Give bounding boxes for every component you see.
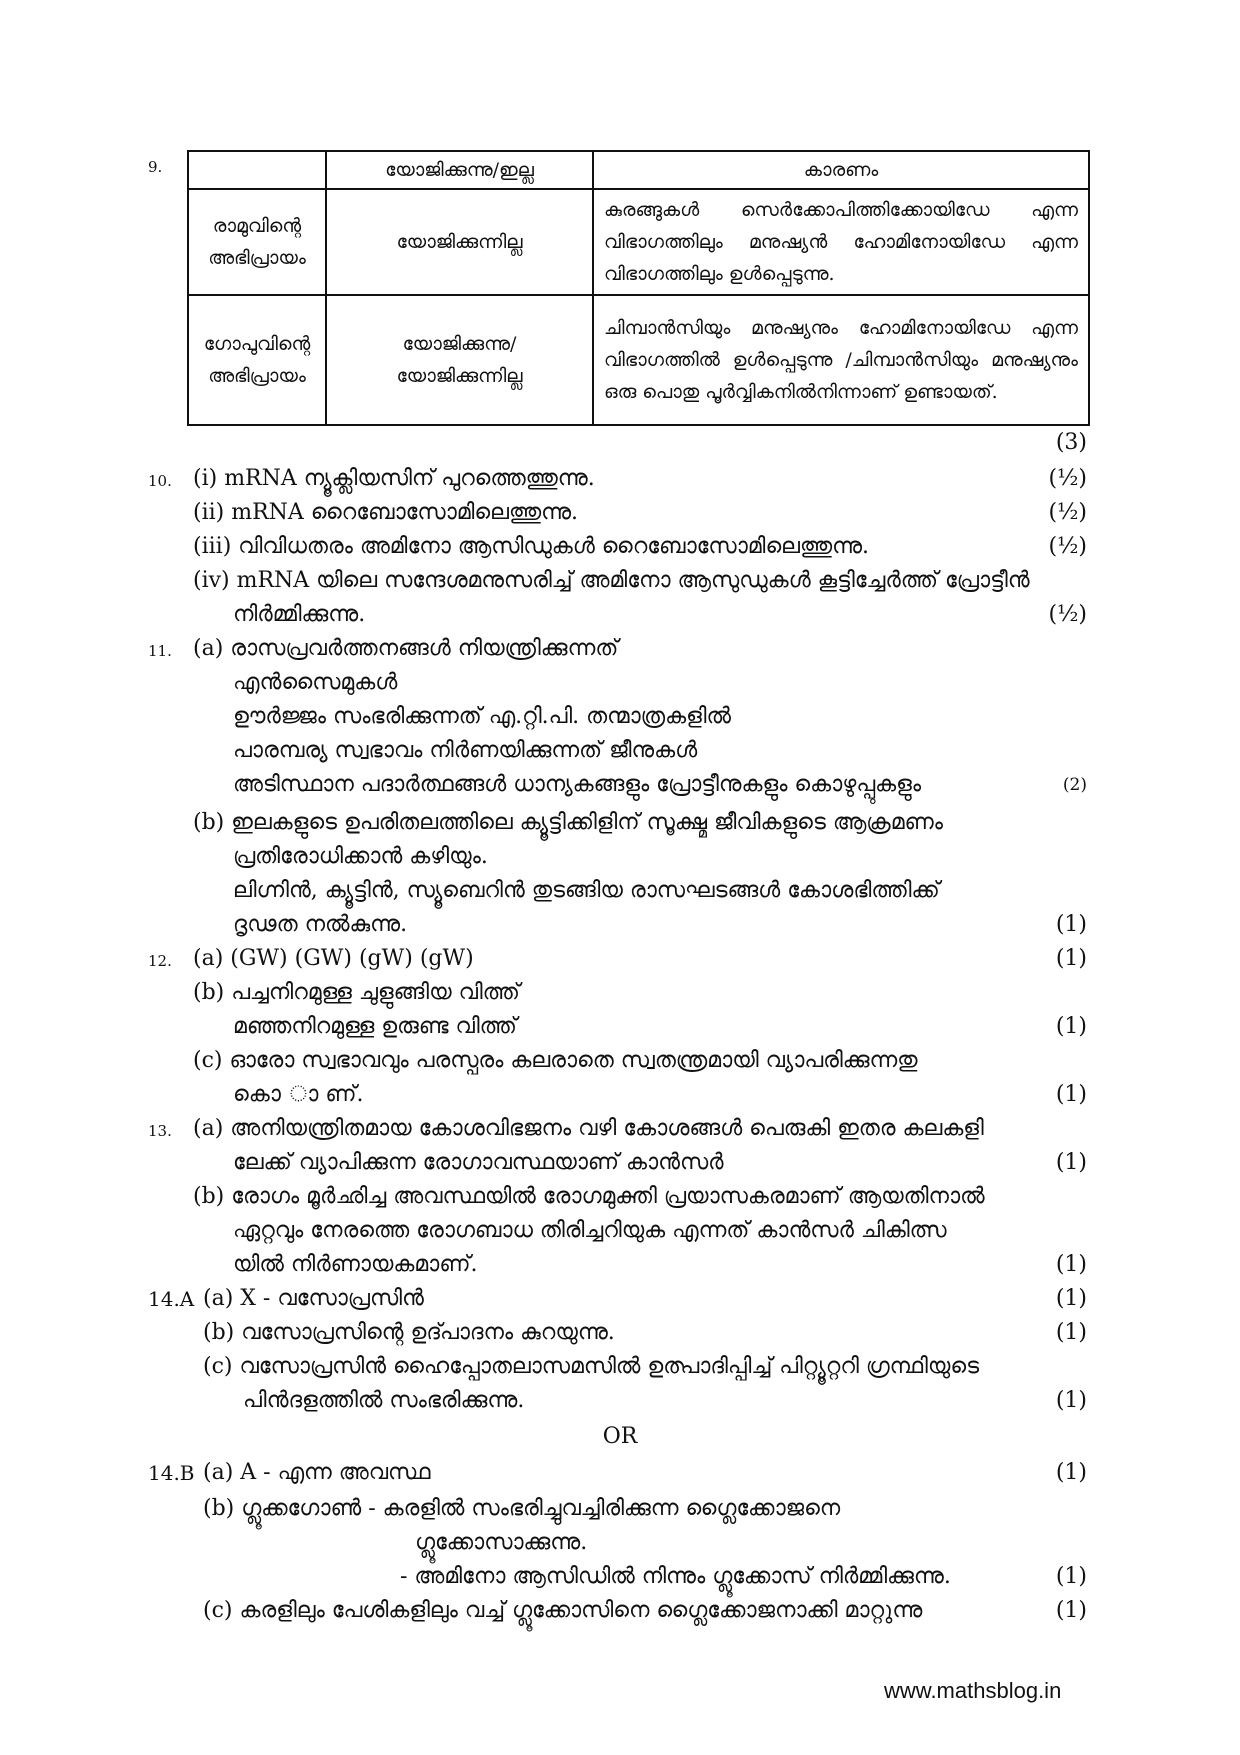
q9-answer-table xyxy=(187,150,1090,426)
q12b-mark: (1) xyxy=(1055,1014,1087,1039)
table-row xyxy=(188,189,1089,295)
q11a-line: എൻസൈമുകൾ xyxy=(233,670,398,695)
q13a-mark: (1) xyxy=(1055,1150,1087,1175)
table-header-row xyxy=(188,151,1089,189)
q13b-line: യിൽ നിർണായകമാണ്. xyxy=(233,1252,478,1277)
q13a-line: ലേക്ക് വ്യാപിക്കുന്ന രോഗാവസ്ഥയാണ് കാൻസർ xyxy=(233,1150,724,1175)
q10-line: (ii) mRNA റൈബോസോമിലെത്തുന്നു. xyxy=(193,500,579,525)
table-header-reason: കാരണം xyxy=(593,151,1089,189)
q14b-b-line: - അമിനോ ആസിഡിൽ നിന്നും ഗ്ലൂക്കോസ് നിർമ്മിക്കുന്നു. xyxy=(400,1564,951,1589)
question-number-14b: 14.B xyxy=(148,1461,195,1485)
question-number-14a: 14.A xyxy=(148,1287,195,1311)
footer-url: www.mathsblog.in xyxy=(884,1678,1062,1703)
question-number-13: 13. xyxy=(148,1122,172,1140)
question-number-10: 10. xyxy=(148,472,172,490)
row-label: രാമുവിന്റെ അഭിപ്രായം xyxy=(188,189,326,295)
q14a-c-mark: (1) xyxy=(1055,1388,1087,1413)
q9-mark: (3) xyxy=(1055,430,1087,455)
q14b-b-line: (b) ഗ്ലൂക്കഗോൺ - കരളിൽ സംഭരിച്ചുവച്ചിരിക്കുന്ന ഗ്ലൈക്കോജനെ xyxy=(203,1496,841,1521)
question-number-12: 12. xyxy=(148,952,172,970)
q12c-line: കൊ ാ ണ്. xyxy=(233,1082,364,1107)
q14a-c-line: (c) വസോപ്രസിൻ ഹൈപ്പോതലാസമസിൽ ഉത്പാദിപ്പിച്ച് പിറ്റ്യൂറ്ററി ഗ്രന്ഥിയുടെ xyxy=(203,1354,980,1379)
q11a-line: പാരമ്പര്യ സ്വഭാവം നിർണയിക്കുന്നത് ജീനുകൾ xyxy=(233,738,698,763)
q14b-b-mark: (1) xyxy=(1055,1564,1087,1589)
row-agree: യോജിക്കുന്നു/ യോജിക്കുന്നില്ല xyxy=(326,295,593,425)
q14b-a-line: (a) A - എന്ന അവസ്ഥ xyxy=(203,1460,431,1485)
q13b-line: ഏറ്റവും നേരത്തെ രോഗബാധ തിരിച്ചറിയുക എന്നത് കാൻസർ ചികിത്സ xyxy=(233,1218,947,1243)
or-separator: OR xyxy=(602,1424,638,1449)
q14a-b-mark: (1) xyxy=(1055,1320,1087,1345)
row-agree: യോജിക്കുന്നില്ല xyxy=(326,189,593,295)
q14b-c-line: (c) കരളിലും പേശികളിലും വച്ച് ഗ്ലൂക്കോസിനെ ഗ്ലൈക്കോജനാക്കി മാറ്റുന്നു xyxy=(203,1598,923,1623)
q14a-a-mark: (1) xyxy=(1055,1286,1087,1311)
table-header-agree: യോജിക്കുന്നു/ഇല്ല xyxy=(326,151,593,189)
question-number-9: 9. xyxy=(148,158,163,176)
q10-mark: (½) xyxy=(1048,602,1087,627)
q11b-line: പ്രതിരോധിക്കാൻ കഴിയും. xyxy=(233,844,488,869)
q12a-mark: (1) xyxy=(1055,946,1087,971)
q14b-c-mark: (1) xyxy=(1055,1598,1087,1623)
row-reason: കുരങ്ങുകൾ സെർക്കോപിത്തിക്കോയിഡേ എന്ന വിഭാഗത്തിലും മനുഷ്യൻ ഹോമിനോയിഡേ എന്ന വിഭാഗത്തിലും ഉൾപ്പെടുന്നു. xyxy=(593,189,1089,295)
q10-mark: (½) xyxy=(1048,466,1087,491)
q14b-a-mark: (1) xyxy=(1055,1460,1087,1485)
q11a-line: (a) രാസപ്രവർത്തനങ്ങൾ നിയന്ത്രിക്കുന്നത് xyxy=(193,636,619,661)
table-header-blank xyxy=(188,151,326,189)
q12a-line: (a) (GW) (GW) (gW) (gW) xyxy=(193,946,474,971)
q13a-line: (a) അനിയന്ത്രിതമായ കോശവിഭജനം വഴി കോശങ്ങൾ പെരുകി ഇതര കലകളി xyxy=(193,1116,984,1141)
q14a-a-line: (a) X - വസോപ്രസിൻ xyxy=(203,1286,424,1311)
q11b-line: (b) ഇലകളുടെ ഉപരിതലത്തിലെ ക്യൂട്ടിക്കിളിന് സൂക്ഷ്മ ജീവികളുടെ ആക്രമണം xyxy=(193,810,943,835)
q14a-b-line: (b) വസോപ്രസിന്റെ ഉദ്പാദനം കുറയുന്നു. xyxy=(203,1320,615,1345)
q11a-line: ഊർജ്ജം സംഭരിക്കുന്നത് എ.റ്റി.പി. തന്മാത്രകളിൽ xyxy=(233,704,732,729)
q13b-mark: (1) xyxy=(1055,1252,1087,1277)
q13b-line: (b) രോഗം മൂർഛിച്ച അവസ്ഥയിൽ രോഗമുക്തി പ്രയാസകരമാണ് ആയതിനാൽ xyxy=(193,1184,985,1209)
q11b-line: ദൃഢത നൽകുന്നു. xyxy=(233,912,408,937)
q10-line: നിർമ്മിക്കുന്നു. xyxy=(233,602,366,627)
q10-mark: (½) xyxy=(1048,534,1087,559)
q12c-line: (c) ഓരോ സ്വഭാവവും പരസ്പരം കലരാതെ സ്വതന്ത്രമായി വ്യാപരിക്കുന്നതു xyxy=(193,1048,918,1073)
q11a-line: അടിസ്ഥാന പദാർത്ഥങ്ങൾ ധാന്യകങ്ങളും പ്രോട്ടീനുകളും കൊഴുപ്പുകളും xyxy=(233,772,922,797)
q10-mark: (½) xyxy=(1048,500,1087,525)
q11a-mark: (2) xyxy=(1062,775,1087,795)
q12c-mark: (1) xyxy=(1055,1082,1087,1107)
q10-line: (i) mRNA ന്യൂക്ലിയസിന് പുറത്തെത്തുന്നു. xyxy=(193,466,595,491)
q12b-line: മഞ്ഞനിറമുള്ള ഉരുണ്ട വിത്ത് xyxy=(233,1014,517,1039)
q10-line: (iii) വിവിധതരം അമിനോ ആസിഡുകൾ റൈബോസോമിലെത്തുന്നു. xyxy=(193,534,870,559)
q14b-b-line: ഗ്ലൂക്കോസാക്കുന്നു. xyxy=(415,1530,588,1555)
q11b-line: ലിഗ്നിൻ, ക്യൂട്ടിൻ, സ്യൂബെറിൻ തുടങ്ങിയ രാസഘടങ്ങൾ കോശഭിത്തിക്ക് xyxy=(233,878,940,903)
q12b-line: (b) പച്ചനിറമുള്ള ചുളുങ്ങിയ വിത്ത് xyxy=(193,980,520,1005)
row-reason: ചിമ്പാൻസിയും മനുഷ്യനും ഹോമിനോയിഡേ എന്ന വിഭാഗത്തിൽ ഉൾപ്പെടുന്നു /ചിമ്പാൻസിയും മനുഷ്യനും ഒരു പൊതു പൂർവ്വികനിൽനിന്നാണ് ഉണ്ടായത്. xyxy=(593,295,1089,425)
q14a-c-line: പിൻദളത്തിൽ സംഭരിക്കുന്നു. xyxy=(243,1388,525,1413)
row-label: ഗോപുവിന്റെ അഭിപ്രായം xyxy=(188,295,326,425)
q10-line: (iv) mRNA യിലെ സന്ദേശമനുസരിച്ച് അമിനോ ആസുഡുകൾ കൂട്ടിച്ചേർത്ത് പ്രോട്ടീൻ xyxy=(193,568,1030,593)
q11b-mark: (1) xyxy=(1055,912,1087,937)
table-row xyxy=(188,295,1089,425)
question-number-11: 11. xyxy=(148,642,172,660)
